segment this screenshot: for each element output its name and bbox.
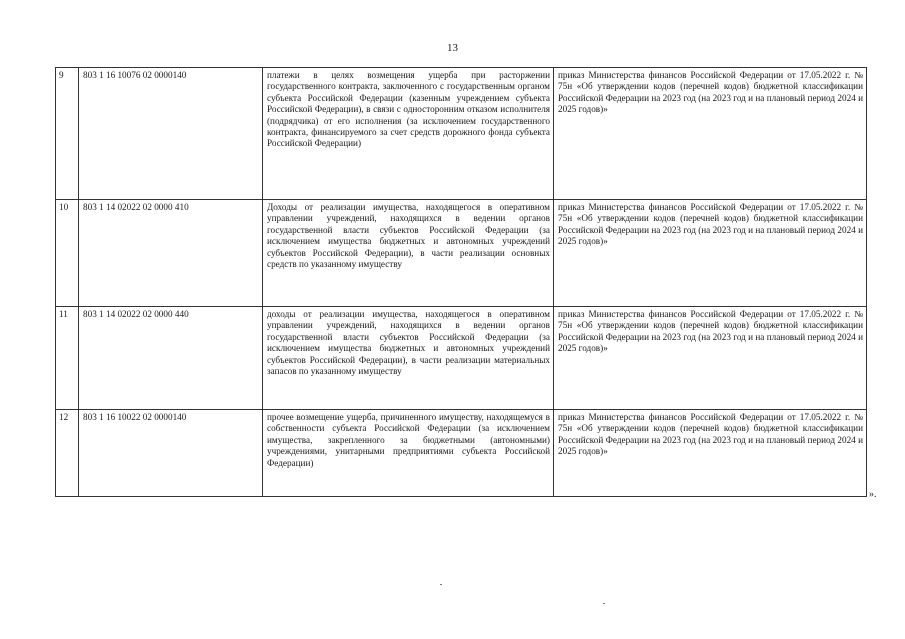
page-number: 13 xyxy=(447,42,458,54)
row-number: 9 xyxy=(56,68,79,200)
closing-quote-mark: ». xyxy=(869,489,877,500)
legal-basis: приказ Министерства финансов Российской Федерации от 17.05.2022 г. № 75н «Об утверждении кодов (перечней кодов) бюджетной классификации Российской Федерации на 2023 год (на 2023 год и на плановый период 2024 и 2025 годов)» xyxy=(554,307,867,410)
revenue-description: прочее возмещение ущерба, причиненного имуществу, находящемуся в собственности субъекта Российской Федерации (за исключением имущества, закрепленного за бюджетными (автономными) учреждениями, унитарными предприятиями субъекта Российской Федерации) xyxy=(263,410,554,497)
row-number: 10 xyxy=(56,200,79,307)
table-row xyxy=(56,68,867,200)
revenue-description: платежи в целях возмещения ущерба при расторжении государственного контракта, заключенного с государственным органом субъекта Российской Федерации (казенным учреждением субъекта Российской Федерации), в связи с односторонним отказом исполнителя (подрядчика) от его исполнения (за исключением государственного контракта, финансируемого за счет средств дорожного фонда субъекта Российской Федерации) xyxy=(263,68,554,200)
legal-basis: приказ Министерства финансов Российской Федерации от 17.05.2022 г. № 75н «Об утверждении кодов (перечней кодов) бюджетной классификации Российской Федерации на 2023 год (на 2023 год и на плановый период 2024 и 2025 годов)» xyxy=(554,410,867,497)
table-row xyxy=(56,410,867,497)
revenue-description: Доходы от реализации имущества, находящегося в оперативном управлении учреждений, находящихся в ведении органов государственной власти субъектов Российской Федерации (за исключением имущества бюджетных и автономных учреждений субъектов Российской Федерации), в части реализации основных средств по указанному имуществу xyxy=(263,200,554,307)
classification-code: 803 1 14 02022 02 0000 440 xyxy=(79,307,263,410)
legal-basis: приказ Министерства финансов Российской Федерации от 17.05.2022 г. № 75н «Об утверждении кодов (перечней кодов) бюджетной классификации Российской Федерации на 2023 год (на 2023 год и на плановый период 2024 и 2025 годов)» xyxy=(554,68,867,200)
classification-code: 803 1 14 02022 02 0000 410 xyxy=(79,200,263,307)
scan-speck xyxy=(603,603,605,604)
scan-speck xyxy=(440,584,442,585)
revenue-codes-table xyxy=(55,67,867,497)
table-row xyxy=(56,307,867,410)
classification-code: 803 1 16 10076 02 0000140 xyxy=(79,68,263,200)
classification-code: 803 1 16 10022 02 0000140 xyxy=(79,410,263,497)
revenue-description: доходы от реализации имущества, находящегося в оперативном управлении учреждений, находящихся в ведении органов государственной власти субъектов Российской Федерации (за исключением имущества бюджетных и автономных учреждений субъектов Российской Федерации), в части реализации материальных запасов по указанному имуществу xyxy=(263,307,554,410)
legal-basis: приказ Министерства финансов Российской Федерации от 17.05.2022 г. № 75н «Об утверждении кодов (перечней кодов) бюджетной классификации Российской Федерации на 2023 год (на 2023 год и на плановый период 2024 и 2025 годов)» xyxy=(554,200,867,307)
row-number: 12 xyxy=(56,410,79,497)
row-number: 11 xyxy=(56,307,79,410)
table-row xyxy=(56,200,867,307)
